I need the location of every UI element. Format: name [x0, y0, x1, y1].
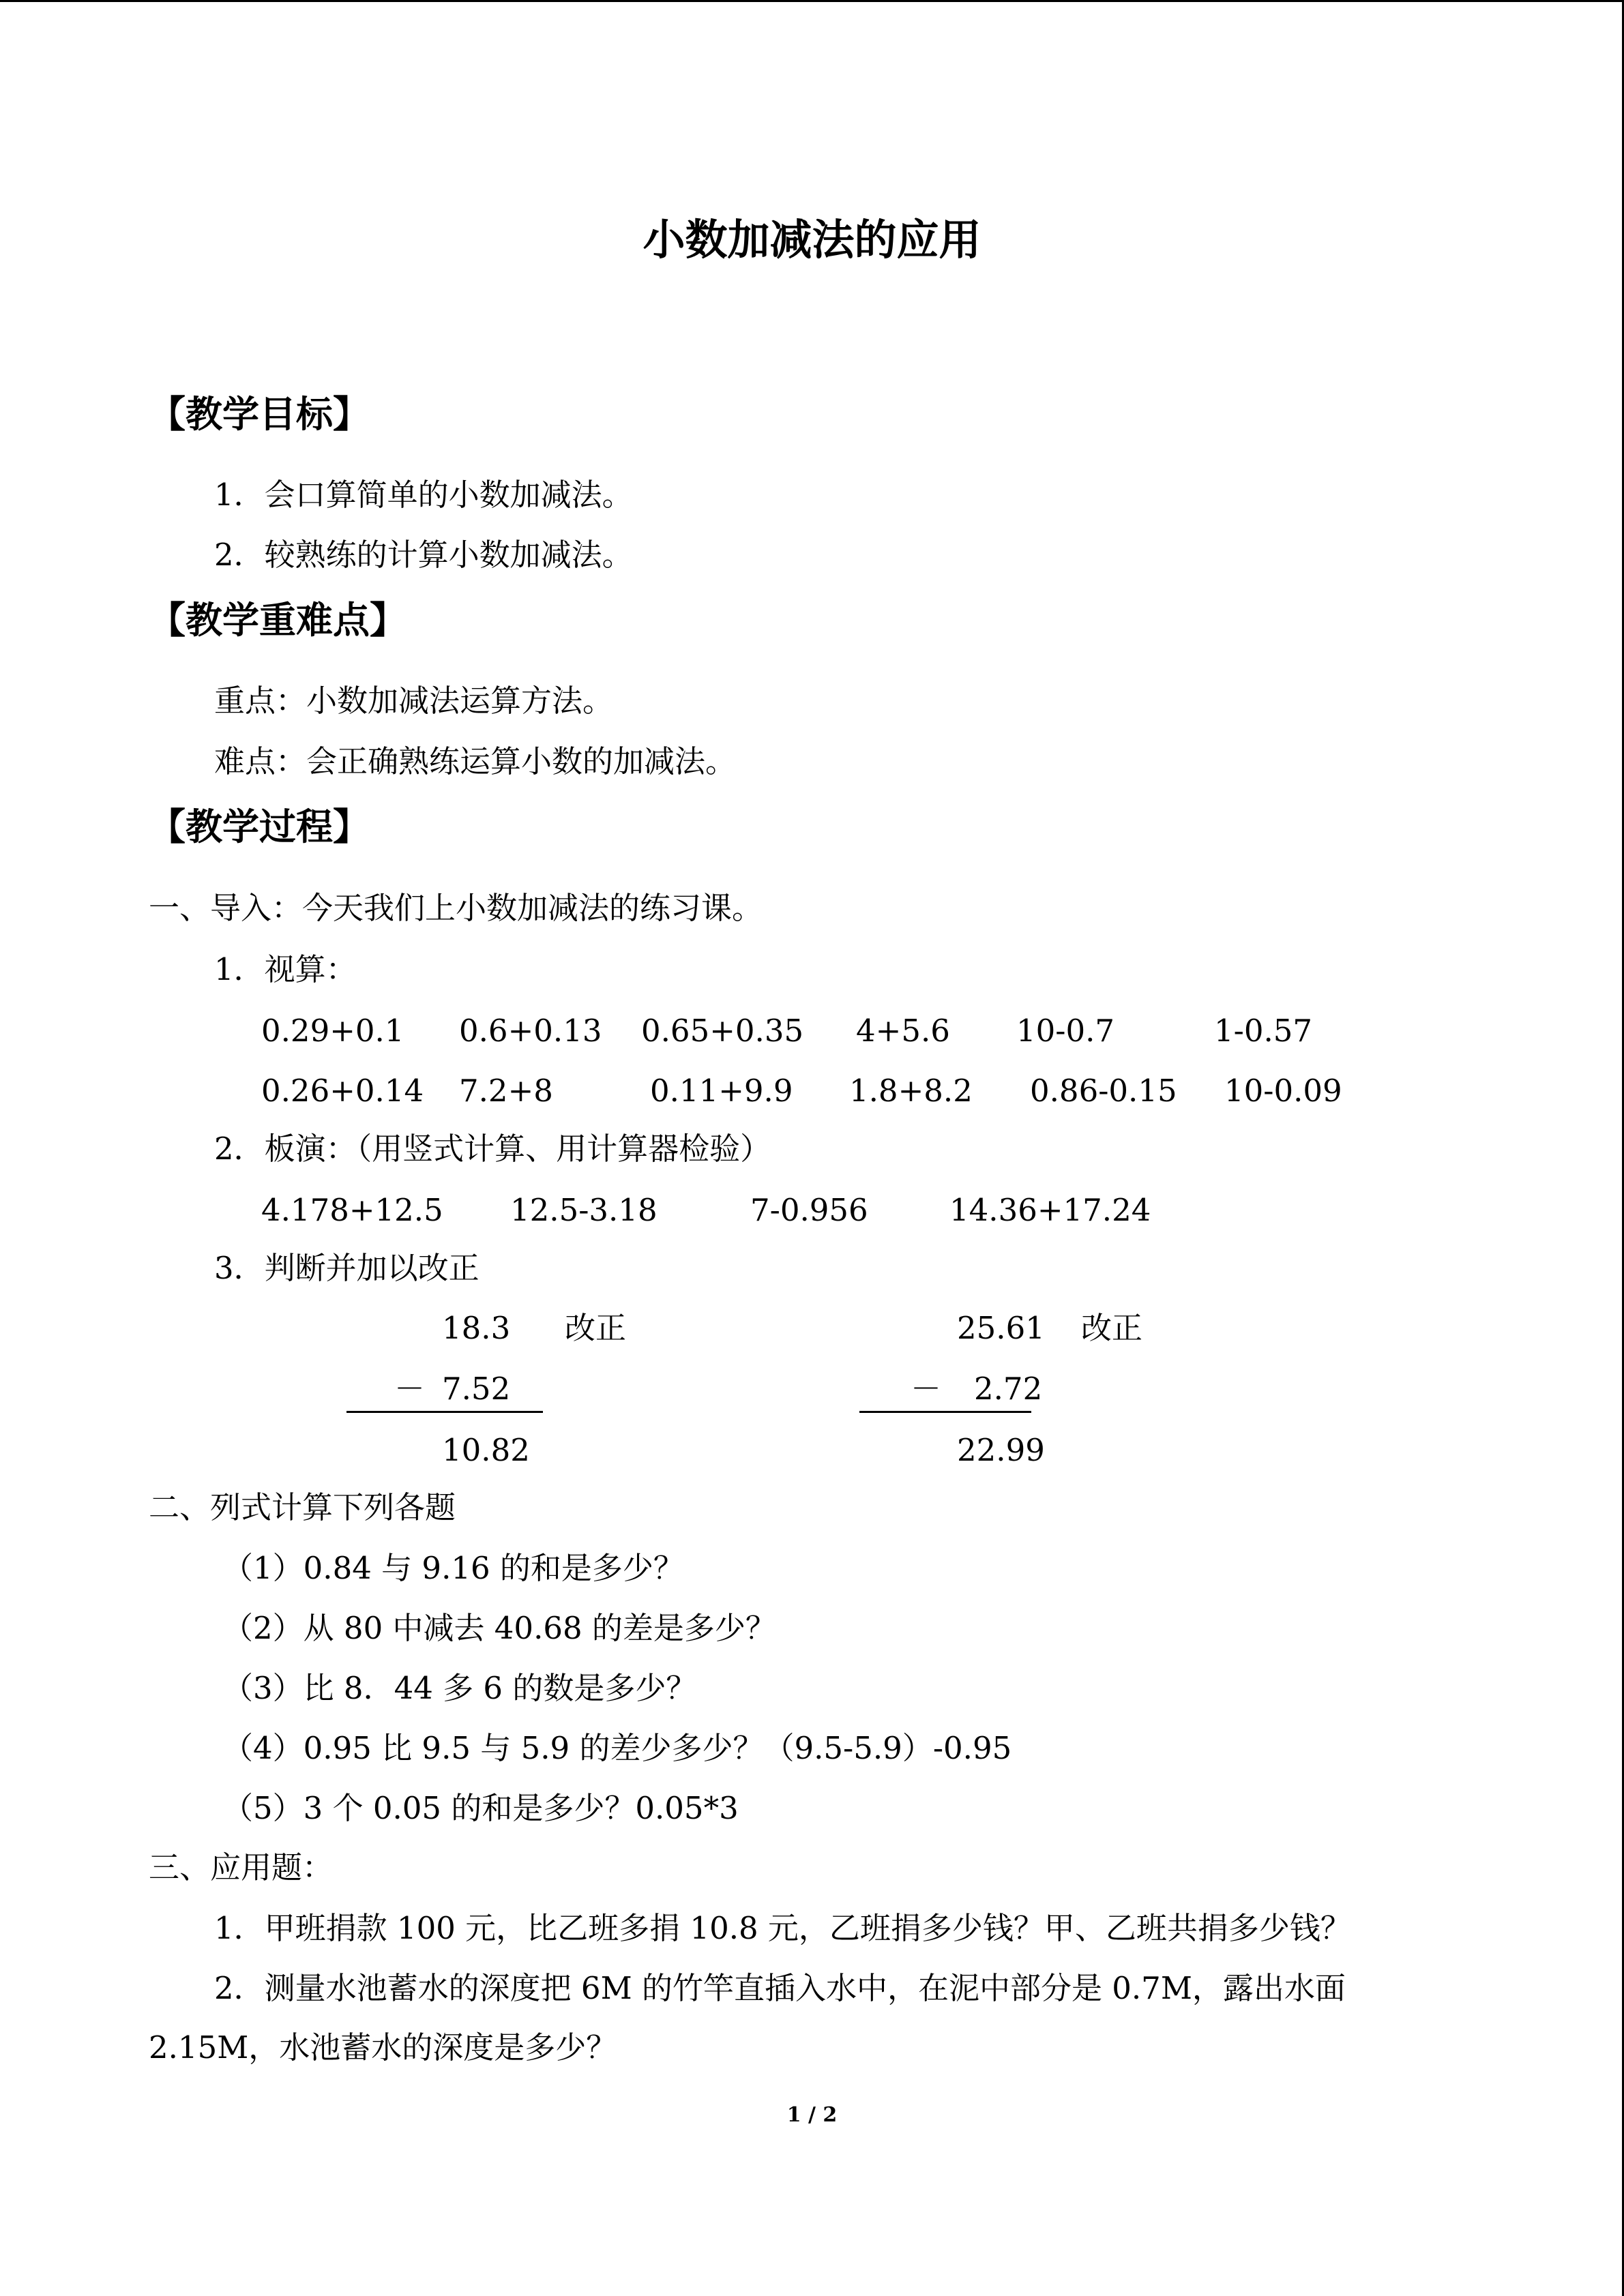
section-heading-goals: 【教学目标】	[149, 392, 370, 436]
oral-expression: 1-0.57	[1214, 1013, 1313, 1049]
vertical-result-line	[859, 1411, 1031, 1413]
document-title: 小数加减法的应用	[643, 215, 981, 265]
exercise-item: （5）3 个 0.05 的和是多少？0.05*3	[222, 1790, 739, 1826]
word-problem-1: 1．甲班捐款 100 元，比乙班多捐 10.8 元，乙班捐多少钱？甲、乙班共捐多少钱？	[214, 1910, 1351, 1946]
correct-label: 改正	[565, 1310, 627, 1346]
correct-label: 改正	[1081, 1310, 1143, 1346]
oral-expression: 10-0.09	[1224, 1073, 1342, 1109]
board-expression: 12.5-3.18	[510, 1192, 658, 1228]
part2-heading: 二、列式计算下列各题	[149, 1489, 456, 1525]
board-label: 2．板演：（用竖式计算、用计算器检验）	[214, 1131, 771, 1167]
keypoint-key: 重点：小数加减法运算方法。	[214, 683, 614, 719]
exercise-item: （3）比 8．44 多 6 的数是多少？	[222, 1670, 697, 1706]
oral-expression: 0.6+0.13	[459, 1013, 602, 1049]
oral-expression: 0.86-0.15	[1030, 1073, 1177, 1109]
section-heading-keypoints: 【教学重难点】	[149, 598, 407, 642]
oral-expression: 10-0.7	[1016, 1013, 1115, 1049]
oral-label: 1．视算：	[214, 951, 357, 987]
board-expression: 4.178+12.5	[261, 1192, 443, 1228]
oral-expression: 0.65+0.35	[641, 1013, 804, 1049]
board-expression: 14.36+17.24	[949, 1192, 1151, 1228]
judge-label: 3．判断并加以改正	[214, 1250, 479, 1286]
minus-sign: －	[394, 1371, 426, 1407]
page-number: 1 / 2	[786, 2103, 838, 2127]
oral-expression: 7.2+8	[459, 1073, 553, 1109]
vertical-minuend: 18.3	[442, 1310, 511, 1346]
word-problem-2: 2．测量水池蓄水的深度把 6M 的竹竿直插入水中，在泥中部分是 0.7M，露出水面	[214, 1970, 1346, 2006]
oral-expression: 0.26+0.14	[261, 1073, 424, 1109]
vertical-result: 10.82	[442, 1432, 530, 1468]
board-expression: 7-0.956	[750, 1192, 868, 1228]
section-heading-process: 【教学过程】	[149, 805, 370, 848]
keypoint-difficult: 难点：会正确熟练运算小数的加减法。	[214, 743, 737, 779]
vertical-result: 22.99	[957, 1432, 1045, 1468]
oral-expression: 0.29+0.1	[261, 1013, 404, 1049]
oral-expression: 1.8+8.2	[849, 1073, 973, 1109]
oral-expression: 4+5.6	[856, 1013, 950, 1049]
page-top-border	[0, 0, 1624, 2]
word-problem-2-continued: 2.15M，水池蓄水的深度是多少？	[149, 2029, 617, 2066]
minus-sign: －	[911, 1371, 942, 1407]
part3-heading: 三、应用题：	[149, 1849, 334, 1885]
exercise-item: （4）0.95 比 9.5 与 5.9 的差少多少？（9.5-5.9）-0.95	[222, 1730, 1012, 1766]
exercise-item: （1）0.84 与 9.16 的和是多少？	[222, 1550, 684, 1586]
exercise-item: （2）从 80 中减去 40.68 的差是多少？	[222, 1610, 776, 1646]
goal-item: 1．会口算简单的小数加减法。	[214, 477, 633, 513]
vertical-result-line	[346, 1411, 543, 1413]
vertical-subtrahend: 7.52	[442, 1371, 511, 1407]
vertical-subtrahend: 2.72	[974, 1371, 1043, 1407]
part1-heading: 一、导入：今天我们上小数加减法的练习课。	[149, 890, 763, 926]
goal-item: 2．较熟练的计算小数加减法。	[214, 537, 633, 573]
oral-expression: 0.11+9.9	[650, 1073, 793, 1109]
vertical-minuend: 25.61	[957, 1310, 1045, 1346]
